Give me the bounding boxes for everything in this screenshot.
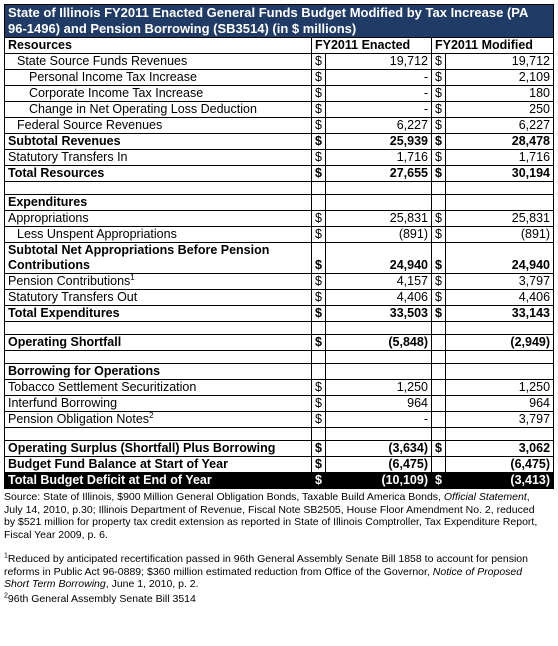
table-row: [5, 102, 554, 118]
enacted-value: 6,227: [326, 118, 432, 134]
enacted-value: 27,655: [326, 166, 432, 182]
modified-value: 25,831: [446, 211, 554, 227]
header-row: [5, 38, 554, 54]
currency-symbol: $: [312, 166, 326, 182]
modified-value: 3,797: [446, 412, 554, 428]
row-label: Budget Fund Balance at Start of Year: [5, 457, 312, 473]
source-text: Source: State of Illinois, $900 Million General Obligation Bonds, Taxable Build America Bonds,: [4, 491, 444, 503]
currency-symbol: $: [312, 102, 326, 118]
currency-symbol: $: [312, 412, 326, 428]
subtotal-row: [5, 134, 554, 150]
modified-value: 1,250: [446, 380, 554, 396]
currency-symbol: $: [432, 134, 446, 150]
table-row: [5, 396, 554, 412]
footnote-title: Notice of Proposed Short Term Borrowing: [4, 565, 523, 590]
spacer-cell: [312, 351, 326, 364]
modified-value: (891): [446, 227, 554, 243]
subtotal-row: [5, 243, 554, 274]
currency-symbol: $: [432, 243, 446, 274]
modified-value: 964: [446, 396, 554, 412]
table-row: [5, 86, 554, 102]
enacted-value: 964: [326, 396, 432, 412]
empty-cell: [326, 195, 432, 211]
footnote-marker: 2: [149, 411, 154, 420]
col-header-enacted: FY2011 Enacted: [312, 38, 432, 54]
spacer-cell: [326, 428, 432, 441]
spacer-row: [5, 351, 554, 364]
total-row: [5, 306, 554, 322]
enacted-value: -: [326, 102, 432, 118]
empty-cell: [446, 195, 554, 211]
budget-table: [4, 4, 554, 489]
table-row: [5, 70, 554, 86]
footnote-marker: 1: [130, 273, 135, 282]
spacer-cell: [5, 428, 312, 441]
modified-value: (3,413): [446, 473, 554, 489]
source-title: Official Statement: [443, 491, 527, 503]
modified-value: 3,797: [446, 274, 554, 290]
currency-symbol: $: [432, 290, 446, 306]
modified-value: 30,194: [446, 166, 554, 182]
table-row: [5, 211, 554, 227]
spacer-row: [5, 182, 554, 195]
modified-value: 250: [446, 102, 554, 118]
row-label: Appropriations: [5, 211, 312, 227]
modified-value: 24,940: [446, 243, 554, 274]
empty-cell: [312, 195, 326, 211]
table-row: [5, 150, 554, 166]
resources-heading: Resources: [5, 38, 312, 54]
row-label-text: Pension Obligation Notes: [8, 412, 150, 426]
currency-symbol: [432, 412, 446, 428]
row-label: Total Resources: [5, 166, 312, 182]
footnote-1: [4, 553, 547, 591]
currency-symbol: [432, 396, 446, 412]
row-label: Interfund Borrowing: [5, 396, 312, 412]
currency-symbol: $: [432, 441, 446, 457]
row-label: Total Expenditures: [5, 306, 312, 322]
currency-symbol: $: [312, 54, 326, 70]
currency-symbol: $: [312, 227, 326, 243]
currency-symbol: $: [432, 306, 446, 322]
total-row: [5, 335, 554, 351]
enacted-value: (5,848): [326, 335, 432, 351]
row-label: Tobacco Settlement Securitization: [5, 380, 312, 396]
row-label: State Source Funds Revenues: [5, 54, 312, 70]
spacer-cell: [312, 322, 326, 335]
currency-symbol: $: [432, 70, 446, 86]
enacted-value: (3,634): [326, 441, 432, 457]
spacer-cell: [5, 182, 312, 195]
currency-symbol: $: [312, 473, 326, 489]
source-text: , July 14, 2010, p.30; Illinois Department of Revenue, Fiscal Note SB2505, House Floor Amendment No. 2, reduced by $521 million for property tax credit extension as reported in State of Illinois Comptroller, Tax Expenditure Report, Fiscal Year 2009, p. 6.: [4, 491, 538, 541]
deficit-row: [5, 473, 554, 489]
enacted-value: (10,109): [326, 473, 432, 489]
spacer-cell: [446, 351, 554, 364]
currency-symbol: $: [432, 227, 446, 243]
modified-value: 2,109: [446, 70, 554, 86]
row-label: Less Unspent Appropriations: [5, 227, 312, 243]
footnote-text: 96th General Assembly Senate Bill 3514: [7, 592, 196, 605]
currency-symbol: $: [312, 86, 326, 102]
row-label: Change in Net Operating Loss Deduction: [5, 102, 312, 118]
enacted-value: 24,940: [326, 243, 432, 274]
spacer-cell: [312, 428, 326, 441]
currency-symbol: $: [312, 290, 326, 306]
empty-cell: [432, 195, 446, 211]
row-label: Total Budget Deficit at End of Year: [5, 473, 312, 489]
currency-symbol: $: [432, 54, 446, 70]
row-label: [5, 412, 312, 428]
spacer-cell: [326, 351, 432, 364]
spacer-cell: [326, 322, 432, 335]
enacted-value: 4,157: [326, 274, 432, 290]
table-title: State of Illinois FY2011 Enacted General Funds Budget Modified by Tax Increase (PA 96-1496) and Pension Borrowing (SB3514) (in $ millions): [5, 5, 554, 38]
spacer-cell: [432, 428, 446, 441]
spacer-row: [5, 322, 554, 335]
total-row: [5, 441, 554, 457]
currency-symbol: $: [312, 70, 326, 86]
table-row: [5, 380, 554, 396]
currency-symbol: $: [432, 150, 446, 166]
section-heading-row: [5, 195, 554, 211]
footnote-2: [4, 593, 547, 606]
currency-symbol: $: [312, 396, 326, 412]
enacted-value: 25,939: [326, 134, 432, 150]
title-row: [5, 5, 554, 38]
row-label: Statutory Transfers Out: [5, 290, 312, 306]
spacer-cell: [5, 351, 312, 364]
table-row: [5, 54, 554, 70]
spacer-cell: [432, 351, 446, 364]
currency-symbol: $: [312, 118, 326, 134]
row-label-text: Pension Contributions: [8, 274, 131, 288]
row-label: Federal Source Revenues: [5, 118, 312, 134]
enacted-value: -: [326, 70, 432, 86]
currency-symbol: [432, 380, 446, 396]
section-heading-row: [5, 364, 554, 380]
enacted-value: 4,406: [326, 290, 432, 306]
table-row: [5, 412, 554, 428]
empty-cell: [312, 364, 326, 380]
row-label: Operating Shortfall: [5, 335, 312, 351]
empty-cell: [326, 364, 432, 380]
currency-symbol: [432, 335, 446, 351]
row-label: Corporate Income Tax Increase: [5, 86, 312, 102]
budget-document: [4, 4, 553, 611]
empty-cell: [446, 364, 554, 380]
spacer-cell: [446, 322, 554, 335]
currency-symbol: $: [432, 118, 446, 134]
spacer-cell: [446, 182, 554, 195]
enacted-value: (891): [326, 227, 432, 243]
spacer-row: [5, 428, 554, 441]
currency-symbol: $: [312, 243, 326, 274]
modified-value: 33,143: [446, 306, 554, 322]
currency-symbol: $: [312, 134, 326, 150]
spacer-cell: [312, 182, 326, 195]
modified-value: 3,062: [446, 441, 554, 457]
enacted-value: 33,503: [326, 306, 432, 322]
enacted-value: 25,831: [326, 211, 432, 227]
enacted-value: -: [326, 86, 432, 102]
currency-symbol: $: [312, 150, 326, 166]
enacted-value: 1,716: [326, 150, 432, 166]
expenditures-heading: Expenditures: [5, 195, 312, 211]
row-label: Personal Income Tax Increase: [5, 70, 312, 86]
currency-symbol: $: [432, 274, 446, 290]
enacted-value: -: [326, 412, 432, 428]
borrowing-heading: Borrowing for Operations: [5, 364, 312, 380]
spacer-cell: [326, 182, 432, 195]
modified-value: (2,949): [446, 335, 554, 351]
enacted-value: 1,250: [326, 380, 432, 396]
currency-symbol: $: [432, 86, 446, 102]
source-note: [4, 491, 547, 541]
modified-value: 180: [446, 86, 554, 102]
currency-symbol: $: [312, 335, 326, 351]
row-label: Subtotal Net Appropriations Before Pension Contributions: [5, 243, 312, 274]
modified-value: (6,475): [446, 457, 554, 473]
footnote-text: , June 1, 2010, p. 2.: [105, 578, 199, 590]
footnote-text: Reduced by anticipated recertification passed in 96th General Assembly Senate Bill 1858 to account for pension reforms in Public Act 96-0889; $360 million estimated reduction from Office of the Governor,: [4, 553, 528, 578]
currency-symbol: $: [432, 211, 446, 227]
currency-symbol: $: [312, 441, 326, 457]
row-label: Statutory Transfers In: [5, 150, 312, 166]
row-label: Subtotal Revenues: [5, 134, 312, 150]
modified-value: 6,227: [446, 118, 554, 134]
table-row: [5, 274, 554, 290]
enacted-value: 19,712: [326, 54, 432, 70]
spacer-cell: [432, 182, 446, 195]
currency-symbol: $: [312, 380, 326, 396]
currency-symbol: $: [312, 306, 326, 322]
currency-symbol: $: [432, 166, 446, 182]
currency-symbol: $: [312, 274, 326, 290]
spacer-cell: [5, 322, 312, 335]
modified-value: 4,406: [446, 290, 554, 306]
spacer-cell: [446, 428, 554, 441]
notes-section: [4, 491, 553, 605]
currency-symbol: $: [312, 457, 326, 473]
currency-symbol: $: [432, 473, 446, 489]
row-label: [5, 274, 312, 290]
currency-symbol: [432, 457, 446, 473]
currency-symbol: $: [432, 102, 446, 118]
currency-symbol: $: [312, 211, 326, 227]
modified-value: 1,716: [446, 150, 554, 166]
row-label: Operating Surplus (Shortfall) Plus Borrowing: [5, 441, 312, 457]
modified-value: 28,478: [446, 134, 554, 150]
empty-cell: [432, 364, 446, 380]
col-header-modified: FY2011 Modified: [432, 38, 554, 54]
enacted-value: (6,475): [326, 457, 432, 473]
spacer-cell: [432, 322, 446, 335]
total-row: [5, 166, 554, 182]
table-row: [5, 227, 554, 243]
table-row: [5, 118, 554, 134]
footnote-number: 1: [4, 552, 8, 560]
modified-value: 19,712: [446, 54, 554, 70]
total-row: [5, 457, 554, 473]
table-row: [5, 290, 554, 306]
footnote-number: 2: [4, 592, 8, 599]
